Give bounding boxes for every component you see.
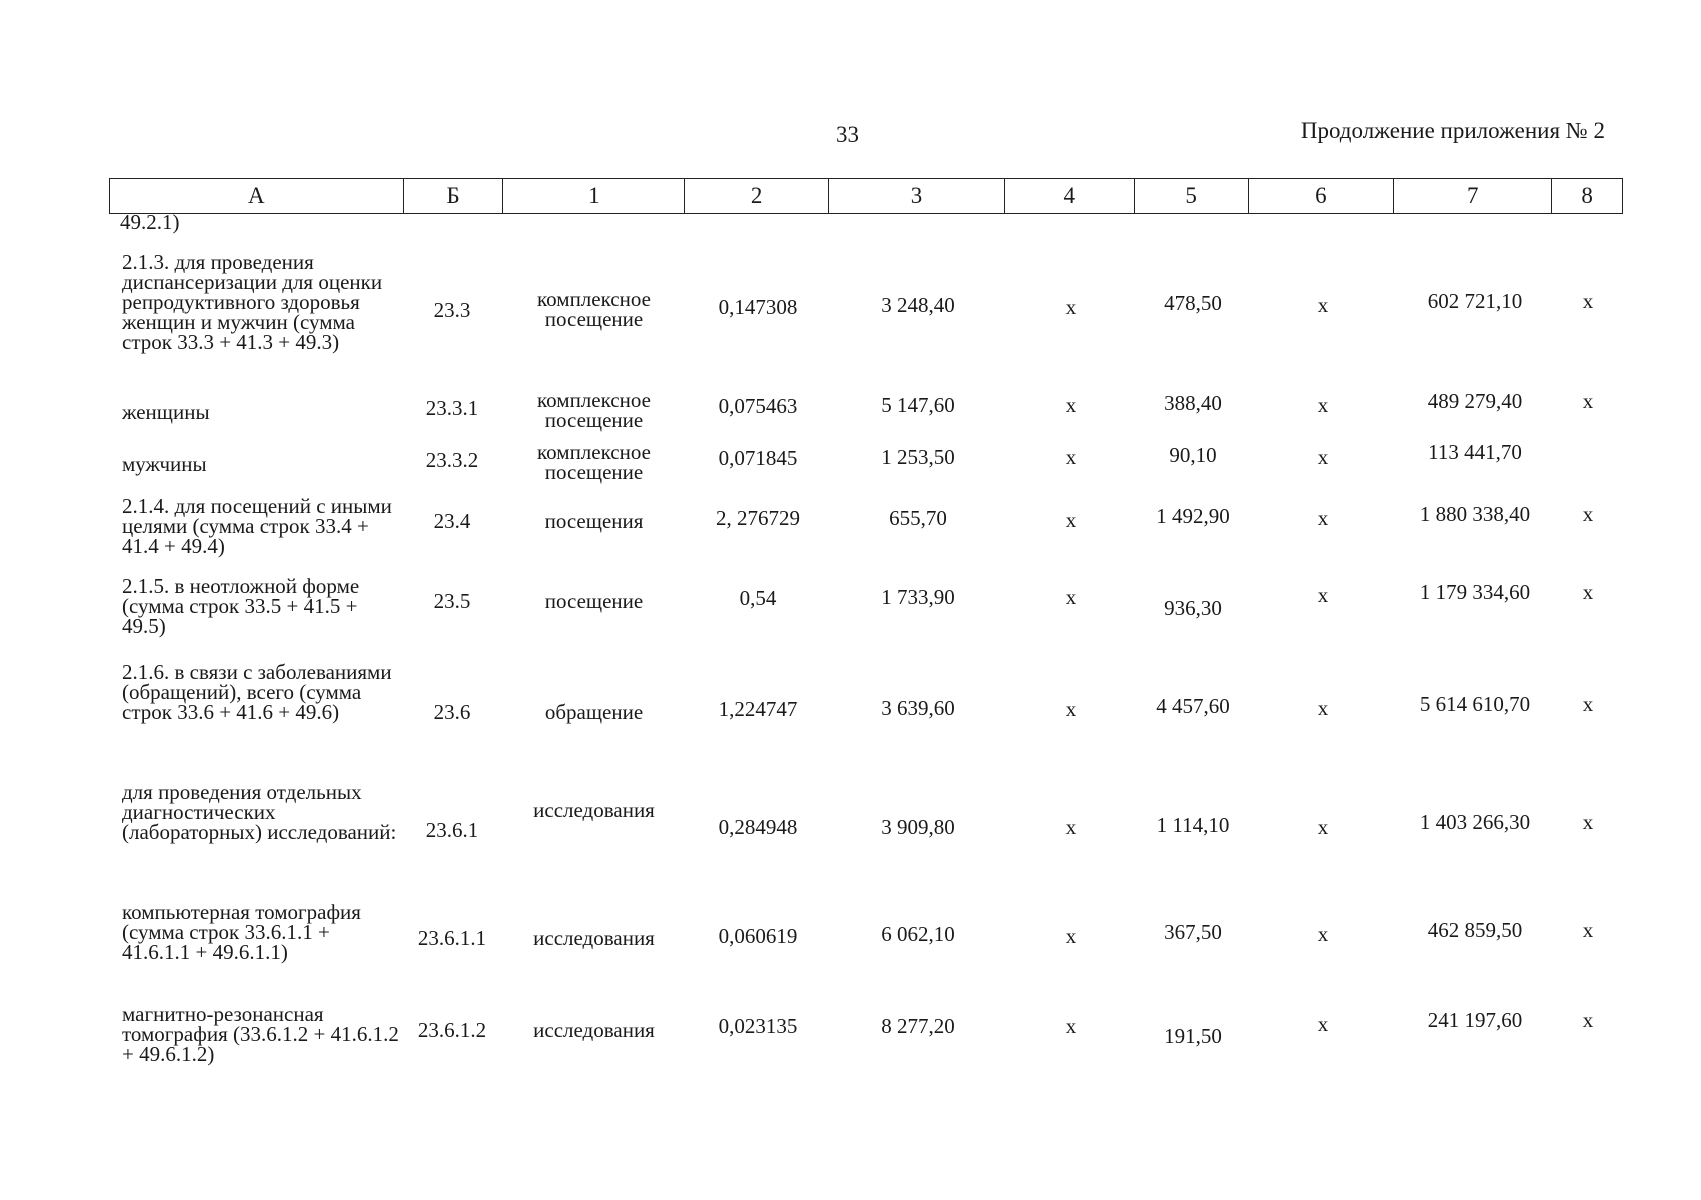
row-col5: 4 457,60 [1156,694,1230,718]
header-cell-3: 3 [828,179,1004,213]
continuation-text: 49.2.1) [120,210,180,234]
row-col4: х [1065,393,1077,417]
row-col6: х [1317,293,1329,317]
row-col2: 0,075463 [718,394,798,418]
row-col7: 1 179 334,60 [1419,580,1531,604]
row-code: 23.6.1 [425,818,479,842]
row-unit: исследования [533,798,655,822]
row-col5: 388,40 [1164,391,1222,415]
row-code: 23.3.2 [425,448,479,472]
row-col2: 0,071845 [718,446,798,470]
row-code: 23.6.1.1 [417,926,487,950]
row-col3: 3 909,80 [881,815,955,839]
row-col5: 478,50 [1164,291,1222,315]
row-col3: 3 248,40 [881,293,955,317]
row-col5: 936,30 [1164,596,1222,620]
row-col2: 0,284948 [718,815,798,839]
row-col8: х [1582,918,1594,942]
row-name: 2.1.3. для проведения диспансеризации для оценки репродуктивного здоровья женщин и мужчин (сумма строк 33.3 + 41.3 + 49.3) [122,250,383,354]
row-code: 23.6.1.2 [417,1018,487,1042]
row-col4: х [1065,924,1077,948]
row-col4: х [1065,585,1077,609]
header-cell-6: 6 [1248,179,1394,213]
row-code: 23.3 [433,298,471,322]
row-code: 23.4 [433,509,471,533]
row-col4: х [1065,697,1077,721]
row-col6: х [1317,393,1329,417]
row-col7: 602 721,10 [1427,289,1523,313]
table-header-row [109,178,1623,214]
row-name: 2.1.4. для посещений с иными целями (сумма строк 33.4 + 41.4 + 49.4) [122,494,392,558]
row-unit: исследования [533,926,655,950]
row-col3: 1 733,90 [881,585,955,609]
row-col3: 655,70 [889,506,947,530]
header-cell-1: 1 [502,179,684,213]
header-cell-7: 7 [1393,179,1551,213]
row-col8: х [1582,502,1594,526]
row-col2: 1,224747 [718,697,798,721]
row-unit: обращение [544,700,644,724]
row-col6: х [1317,1012,1329,1036]
row-col8: х [1582,389,1594,413]
row-col3: 3 639,60 [881,696,955,720]
header-cell-5: 5 [1134,179,1248,213]
row-col8: х [1582,580,1594,604]
row-col5: 1 114,10 [1156,813,1230,837]
row-name: женщины [122,400,210,424]
row-col6: х [1317,922,1329,946]
row-col4: х [1065,295,1077,319]
row-col3: 6 062,10 [881,922,955,946]
row-unit: комплексное посещение [537,440,651,484]
header-cell-8: 8 [1551,179,1622,213]
row-col3: 5 147,60 [881,393,955,417]
row-col4: х [1065,815,1077,839]
row-code: 23.5 [433,589,471,613]
row-col7: 5 614 610,70 [1419,692,1531,716]
row-col8: х [1582,1008,1594,1032]
row-col6: х [1317,445,1329,469]
row-name: 2.1.5. в неотложной форме (сумма строк 33.5 + 41.5 + 49.5) [122,574,360,638]
row-col2: 0,023135 [718,1014,798,1038]
row-col7: 1 403 266,30 [1419,810,1531,834]
row-col7: 113 441,70 [1428,440,1522,464]
row-name: компьютерная томография (сумма строк 33.6.1.1 + 41.6.1.1 + 49.6.1.1) [122,900,361,964]
annex-title: Продолжение приложения № 2 [1300,118,1605,143]
row-col2: 0,060619 [718,924,798,948]
row-col6: х [1317,696,1329,720]
header-cell-4: 4 [1004,179,1134,213]
row-col4: х [1065,1014,1077,1038]
row-unit: посещения [544,509,644,533]
row-name: магнитно-резонансная томография (33.6.1.2 + 41.6.1.2 + 49.6.1.2) [122,1002,399,1066]
row-col5: 90,10 [1169,443,1217,467]
row-col3: 1 253,50 [881,445,955,469]
header-cell-2: 2 [684,179,828,213]
row-col6: х [1317,815,1329,839]
row-unit: комплексное посещение [537,388,651,432]
row-col5: 1 492,90 [1156,504,1230,528]
row-col8: х [1582,692,1594,716]
row-col6: х [1317,506,1329,530]
row-col2: 2, 276729 [716,506,800,530]
row-unit: посещение [544,589,644,613]
row-code: 23.6 [433,700,471,724]
header-cell-b: Б [403,179,503,213]
row-col6: х [1317,583,1329,607]
row-col8: х [1582,810,1594,834]
row-col5: 367,50 [1164,920,1222,944]
row-col7: 241 197,60 [1427,1008,1523,1032]
row-name: 2.1.6. в связи с заболеваниями (обращений), всего (сумма строк 33.6 + 41.6 + 49.6) [122,660,392,724]
row-col5: 191,50 [1164,1024,1222,1048]
row-col3: 8 277,20 [881,1014,955,1038]
row-col7: 489 279,40 [1427,389,1523,413]
row-unit: исследования [533,1018,655,1042]
row-col2: 0,54 [739,586,777,610]
row-col8: х [1582,289,1594,313]
header-cell-a: А [247,183,265,208]
row-col2: 0,147308 [718,295,798,319]
row-col4: х [1065,445,1077,469]
row-name: мужчины [122,452,207,476]
row-col7: 1 880 338,40 [1419,502,1531,526]
row-code: 23.3.1 [425,396,479,420]
page-number: 33 [836,122,859,147]
row-col4: х [1065,508,1077,532]
row-unit: комплексное посещение [537,287,651,331]
row-col7: 462 859,50 [1427,918,1523,942]
row-name: для проведения отдельных диагностических (лабораторных) исследований: [122,780,397,844]
